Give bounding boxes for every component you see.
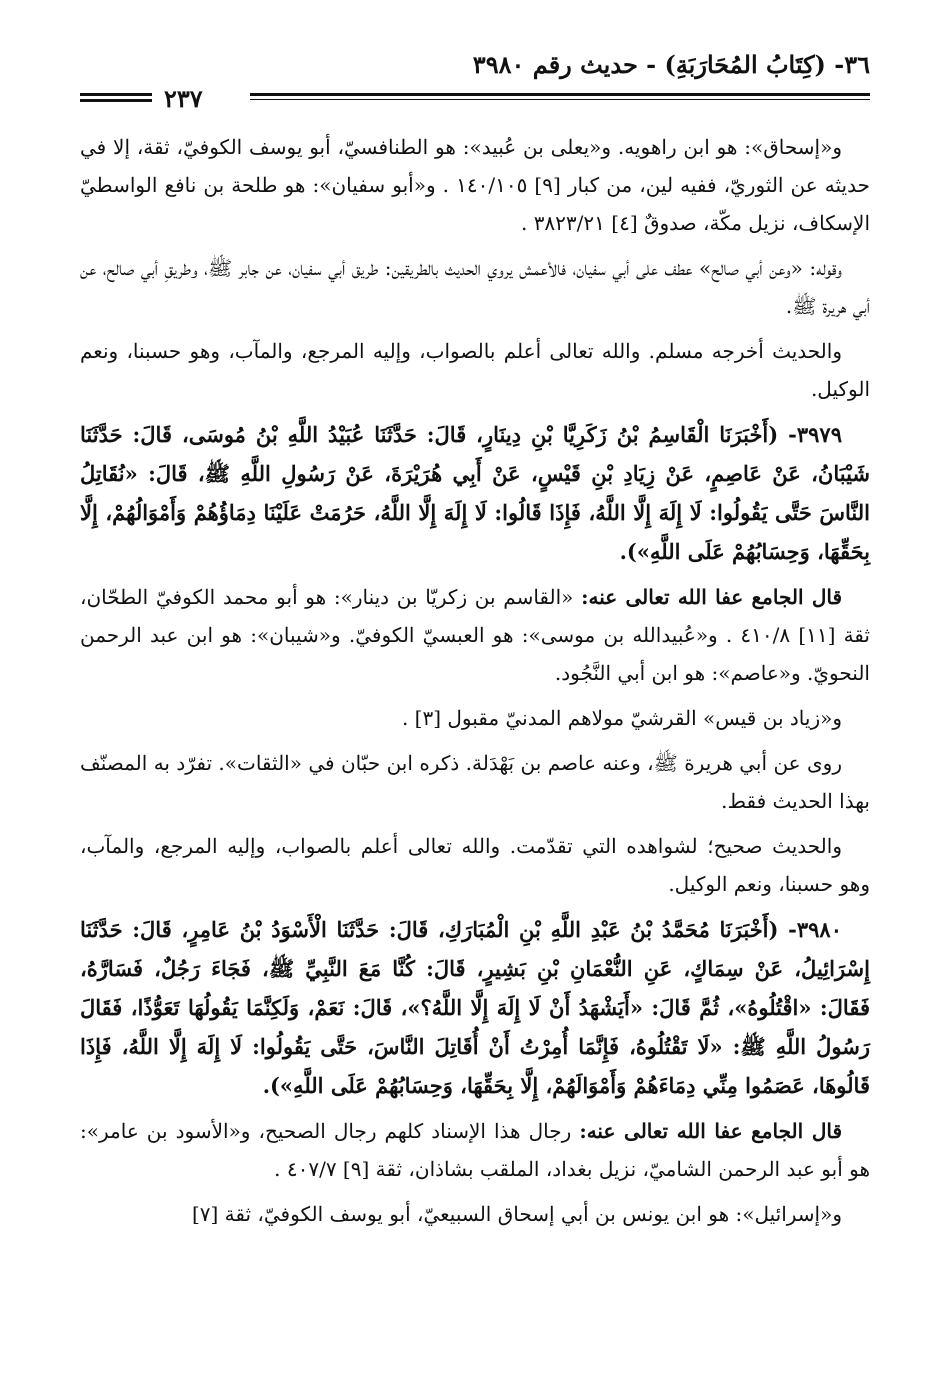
header-rule: [250, 93, 870, 96]
header-rule-thin: [250, 99, 870, 100]
paragraph-commentary-3980: [80, 1112, 870, 1188]
hadith-3980: ٣٩٨٠- (أَخْبَرَنَا مُحَمَّدُ بْنُ عَبْدِ اللَّهِ بْنِ الْمُبَارَكِ، قَالَ: حَدَّثَنَا الْأَسْوَدُ بْنُ عَامِرٍ، قَالَ: حَدَّثَنَا إِسْرَائِيلُ، عَنْ سِمَاكٍ، عَنِ النُّعْمَانِ بْنِ بَشِيرٍ، قَالَ: كُنَّا مَعَ النَّبِيِّ ﷺ، فَجَاءَ رَجُلٌ، فَسَارَّهُ، فَقَالَ: «اقْتُلُوهُ»، ثُمَّ قَالَ: «أَيَشْهَدُ أَنْ لَا إِلَهَ إِلَّا اللَّهُ؟»، قَالَ: نَعَمْ، وَلَكِنَّمَا يَقُولُهَا تَعَوُّذًا، فَقَالَ رَسُولُ اللَّهِ ﷺ: «لَا تَقْتُلُوهُ، فَإِنَّمَا أُمِرْتُ أَنْ أُقَاتِلَ النَّاسَ، حَتَّى يَقُولُوا: لَا إِلَهَ إِلَّا اللَّهُ، فَإِذَا قَالُوهَا، عَصَمُوا مِنِّي دِمَاءَهُمْ وَأَمْوَالَهُمْ، إِلَّا بِحَقِّهَا، وَحِسَابُهُمْ عَلَى اللَّهِ»).: [80, 917, 870, 1098]
paragraph-commentary-3979: [80, 578, 870, 692]
page-number: ٢٣٧: [158, 84, 209, 113]
commentary-text: «القاسم بن زكريّا بن دينار»: هو أبو محمد الكوفيّ الطحّان، ثقة [١١] ٤١٠/٨ . و«عُبيدالله بن موسى»: هو العبسيّ الكوفيّ. و«شيبان»: هو ابن عبد الرحمن النحويّ. و«عاصم»: هو ابن أبي النَّجُود.: [80, 585, 870, 685]
commentary-lead: قال الجامع عفا الله تعالى عنه:: [581, 585, 842, 609]
paragraph-narrator-ziyad-details: روى عن أبي هريرة ﷺ، وعنه عاصم بن بَهْدَلة. ذكره ابن حبّان في «الثقات». تفرّد به المصنّف بهذا الحديث فقط.: [80, 751, 870, 813]
page-body: [80, 128, 870, 1233]
paragraph-grading: والحديث صحيح؛ لشواهده التي تقدّمت. والله تعالى أعلم بالصواب، وإليه المرجع، والمآب، وهو حسبنا، ونعم الوكيل.: [80, 834, 870, 896]
commentary-lead: قال الجامع عفا الله تعالى عنه:: [579, 1119, 843, 1143]
header-rule-left: [80, 93, 152, 96]
paragraph-takhrij: والحديث أخرجه مسلم. والله تعالى أعلم بالصواب، وإليه المرجع، والمآب، وهو حسبنا، ونعم الوكيل.: [80, 339, 870, 401]
book-page: [80, 50, 870, 1240]
chapter-title: ٣٦- (كِتَابُ المُحَارَبَةِ) - حديث رقم ٣٩٨٠: [472, 50, 870, 79]
paragraph-narrator-ziyad: و«زياد بن قيس» القرشيّ مولاهم المدنيّ مقبول [٣] .: [401, 706, 842, 730]
paragraph-narrators-notes: و«إسحاق»: هو ابن راهويه. و«يعلى بن عُبيد»: هو الطنافسيّ، أبو يوسف الكوفيّ، ثقة، إلا في حديثه عن الثوريّ، ففيه لين، من كبار [٩] ١٤٠/١٠٥ . و«أبو سفيان»: هو طلحة بن نافع الواسطيّ الإسكاف، نزيل مكّة، صدوقٌ [٤] ٣٨٢٣/٢١ .: [80, 135, 870, 235]
commentary-text: رجال هذا الإسناد كلهم رجال الصحيح، و«الأسود بن عامر»: هو أبو عبد الرحمن الشاميّ، نزيل بغداد، الملقب بشاذان، ثقة [٩] ٤٠٧/٧ .: [80, 1119, 870, 1181]
paragraph-chain-explanation: وقوله: «وعن أبي صالح» عطف على أبي سفيان، فالأعمش يروي الحديث بالطريقين: طريق أبي سفيان، عن جابر ﷺ، وطريقِ أبي صالح، عن أبي هريرة ﷺ.: [80, 256, 870, 318]
paragraph-narrator-israil: و«إسرائيل»: هو ابن يونس بن أبي إسحاق السبيعيّ، أبو يوسف الكوفيّ، ثقة [٧]: [191, 1202, 842, 1226]
header-rule-left-second: [80, 99, 152, 102]
hadith-3979: ٣٩٧٩- (أَخْبَرَنَا الْقَاسِمُ بْنُ زَكَرِيَّا بْنِ دِينَارٍ، قَالَ: حَدَّثَنَا عُبَيْدُ اللَّهِ بْنُ مُوسَى، قَالَ: حَدَّثَنَا شَيْبَانُ، عَنْ عَاصِمٍ، عَنْ زِيَادِ بْنِ قَيْسٍ، عَنْ أَبِي هُرَيْرَةَ، عَنْ رَسُولِ اللَّهِ ﷺ، قَالَ: «نُقَاتِلُ النَّاسَ حَتَّى يَقُولُوا: لَا إِلَهَ إِلَّا اللَّهُ، فَإِذَا قَالُوا: لَا إِلَهَ إِلَّا اللَّهُ، حَرُمَتْ عَلَيْنَا دِمَاؤُهُمْ وَأَمْوَالُهُمْ، إِلَّا بِحَقِّهَا، وَحِسَابُهُمْ عَلَى اللَّهِ»).: [80, 422, 870, 564]
page-header: [80, 50, 870, 113]
